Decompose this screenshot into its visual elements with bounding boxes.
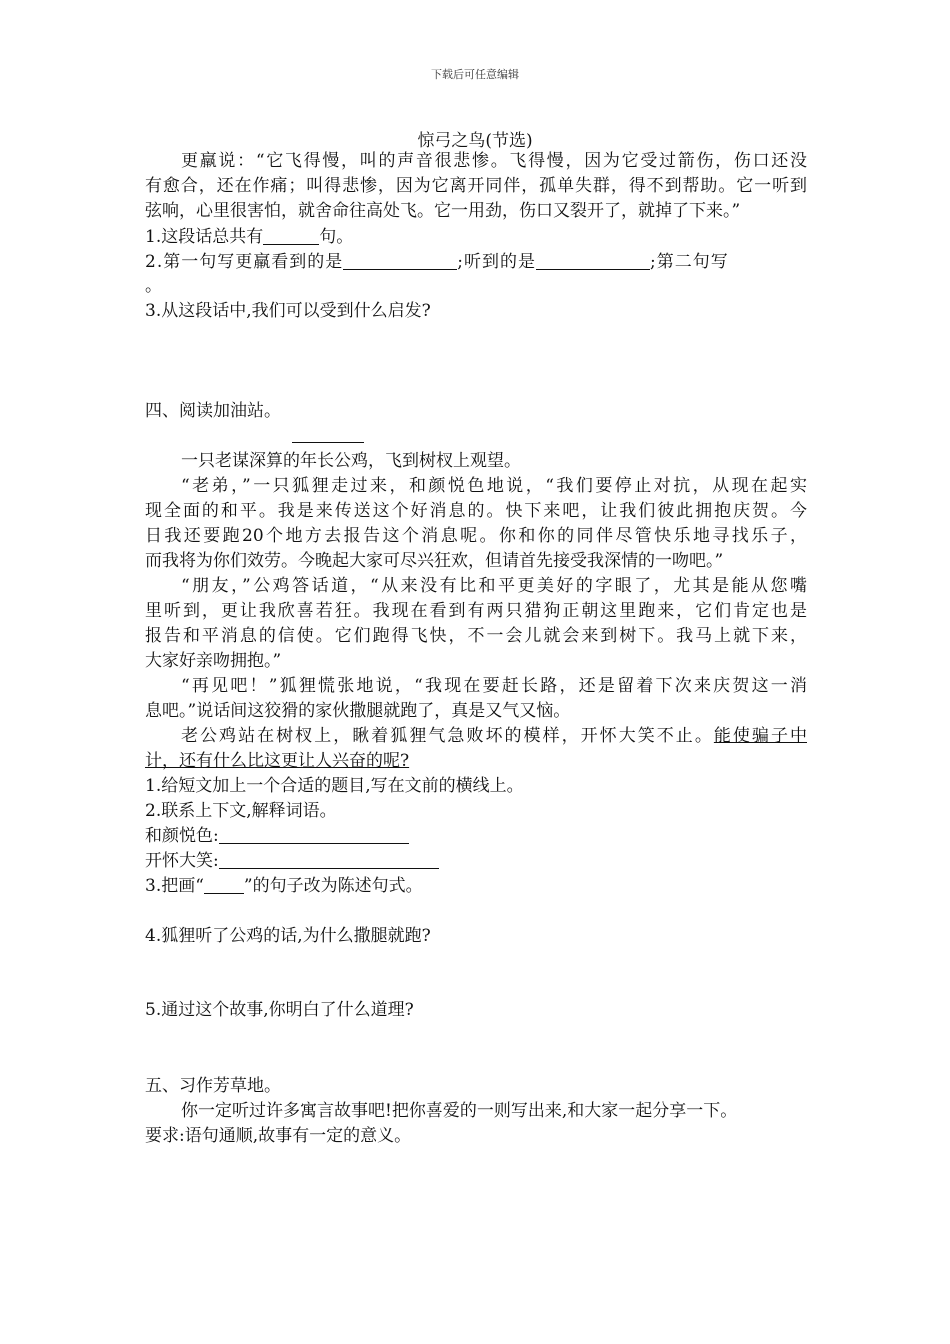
story-line-5: 而我将为你们效劳。今晚起大家可尽兴狂欢，但请首先接受我深情的一吻吧。” [145,551,724,571]
passage-line-3: 弦响，心里很害怕，就舍命往高处飞。它一用劲，伤口又裂开了，就掉了下来。” [145,201,741,221]
story-line-3: 现全面的和平。我是来传送这个好消息的。快下来吧，让我们彼此拥抱庆贺。今 [145,501,807,521]
answer-blank[interactable] [263,226,319,245]
story-line-8: 报告和平消息的信使。它们跑得飞快，不一会儿就会来到树下。我马上就下来， [145,626,807,646]
section-4-question-5: 5.通过这个故事,你明白了什么道理? [145,1000,414,1020]
story-last-sentence: 老公鸡站在树杈上，瞅着狐狸气急败坏的模样，开怀大笑不止。 [181,726,714,746]
term-1-row [145,824,807,848]
question-2-part-c: ;第二句写 [649,252,729,272]
story-line-11: 息吧。”说话间这狡猾的家伙撒腿就跑了，真是又气又恼。 [145,701,571,721]
answer-blank[interactable] [219,850,439,869]
question-2 [145,250,807,274]
term-1-label: 和颜悦色: [145,826,219,846]
question-1-text: 1.这段话总共有 [145,227,264,247]
question-2-part-a: 2.第一句写更羸看到的是 [145,252,344,272]
underlined-sentence: 能使骗子中 [713,726,807,746]
section-4-question-3 [145,874,807,898]
story-line-9: 大家好亲吻拥抱。” [145,651,282,671]
answer-blank[interactable] [536,251,650,270]
section-4-heading: 四、阅读加油站。 [145,401,281,421]
story-line-6: “朋友，”公鸡答话道，“从来没有比和平更美好的字眼了，尤其是能从您嘴 [181,576,807,596]
term-2-label: 开怀大笑: [145,851,219,871]
question-2-part-b: ;听到的是 [457,252,536,272]
passage-line-2: 有愈合，还在作痛；叫得悲惨，因为它离开同伴，孤单失群，得不到帮助。它一听到 [145,176,807,196]
question-1 [145,225,807,249]
section-4-question-2: 2.联系上下文,解释词语。 [145,801,337,821]
writing-requirement: 要求:语句通顺,故事有一定的意义。 [145,1126,412,1146]
writing-prompt: 你一定听过许多寓言故事吧!把你喜爱的一则写出来,和大家一起分享一下。 [181,1101,738,1121]
story-line-4: 日我还要跑20个地方去报告这个消息呢。你和你的同伴尽管快乐地寻找乐子， [145,526,807,546]
answer-blank[interactable] [219,825,409,844]
story-line-13 [145,749,807,773]
story-line-12 [181,724,807,748]
question-1-suffix: 句。 [319,227,354,247]
page-header: 下载后可任意编辑 [431,68,519,81]
answer-blank[interactable] [343,251,457,270]
title-blank-line[interactable] [292,442,364,443]
marker-blank [204,875,244,894]
passage-title: 惊弓之鸟(节选) [417,131,533,151]
story-line-10: “再见吧！”狐狸慌张地说，“我现在要赶长路，还是留着下次来庆贺这一消 [181,676,807,696]
section-4-question-1: 1.给短文加上一个合适的题目,写在文前的横线上。 [145,776,524,796]
question-3-suffix: ”的句子改为陈述句式。 [243,876,423,896]
section-5-heading: 五、习作芳草地。 [145,1076,281,1096]
term-2-row [145,849,807,873]
question-3: 3.从这段话中,我们可以受到什么启发? [145,301,431,321]
story-line-1: 一只老谋深算的年长公鸡，飞到树杈上观望。 [181,451,521,471]
passage-line-1: 更羸说：“它飞得慢，叫的声音很悲惨。飞得慢，因为它受过箭伤，伤口还没 [181,151,807,171]
section-4-question-4: 4.狐狸听了公鸡的话,为什么撒腿就跑? [145,926,431,946]
question-2-end: 。 [145,276,162,296]
story-line-2: “老弟，”一只狐狸走过来，和颜悦色地说，“我们要停止对抗，从现在起实 [181,476,807,496]
story-line-7: 里听到，更让我欣喜若狂。我现在看到有两只猎狗正朝这里跑来，它们肯定也是 [145,601,807,621]
question-3-prefix: 3.把画“ [145,876,204,896]
underlined-sentence-cont: 计，还有什么比这更让人兴奋的呢? [145,751,410,771]
